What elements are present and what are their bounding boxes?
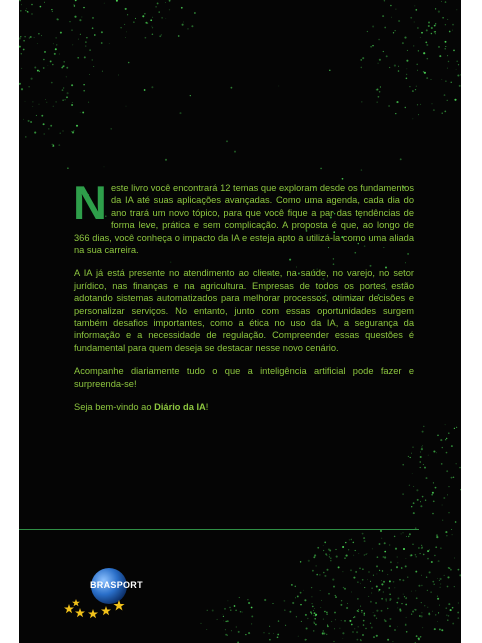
back-cover-text [73, 176, 414, 425]
welcome-suffix: ! [205, 402, 209, 413]
publisher-name: BRASPORT [90, 580, 143, 590]
paragraph-1-text: este livro você encontrará 12 temas que exploram desde os fundamentos da IA até suas aplicações avançadas. Como uma agenda, cada dia do ano trará um novo tópico, para que você fique a par das tendências de forma leve, prática e sem complicação. A proposta é que, ao longo de 366 dias, você conheça o impacto da IA e esteja apto a utilizá-la como uma aliada na sua carreira. [74, 183, 414, 256]
paragraph-2: A IA já está presente no atendimento ao cliente, na saúde, no varejo, no setor jurídico, nas finanças e na agricultura. Empresas de todos os portes estão adotando sistemas automatizados para melhorar processos, otimizar decisões e personalizar serviços. No entanto, junto com essas oportunidades surgem também desafios importantes, como a ética no uso da IA, a segurança da informação e a necessidade de regulação. Compreender essas questões é fundamental para quem deseja se destacar nesse novo cenário. [74, 268, 414, 353]
divider-line [19, 529, 419, 530]
paragraph-3: Acompanhe diariamente tudo o que a inteligência artificial pode fazer e surpreenda-se! [74, 366, 414, 389]
paragraph-4 [74, 401, 414, 413]
drop-cap-letter: N [73, 176, 107, 229]
globe-with-stars-icon [47, 564, 177, 624]
book-title: Diário da IA [154, 402, 206, 413]
back-cover [19, 0, 461, 643]
paragraph-1 [73, 176, 414, 256]
welcome-prefix: Seja bem-vindo ao [74, 402, 155, 413]
